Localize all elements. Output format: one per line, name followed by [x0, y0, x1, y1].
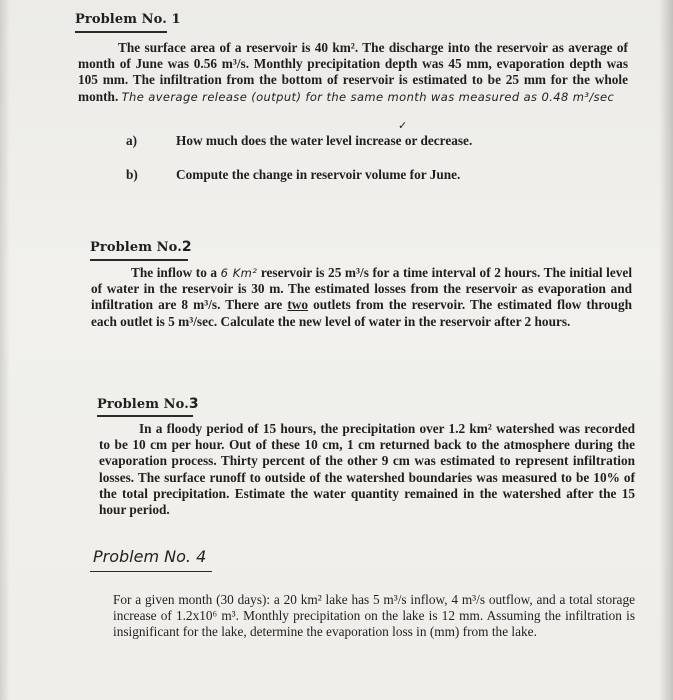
problem-2-heading: Problem No.2: [90, 239, 192, 255]
page-shadow-right: [659, 0, 673, 700]
problem-1-heading-underline: [75, 31, 167, 33]
problem-3-heading-underline: [97, 415, 193, 417]
problem-2-handwritten-area: 6 Km²: [220, 266, 258, 280]
page-shadow-left: [0, 0, 10, 700]
problem-2-heading-underline: [90, 259, 188, 261]
problem-1-handwritten-note: The average release (output) for the same month was measured as 0.48 m³/sec: [121, 89, 615, 104]
problem-1-paragraph: [78, 40, 628, 105]
problem-3-heading: Problem No.3: [97, 396, 199, 412]
problem-2-paragraph: The inflow to a 6 Km² reservoir is 25 m³/s for a time interval of 2 hours. The initial level of water in the reservoir is 30 m. The estimated losses from the reservoir as evaporation and infiltration are 8 m³/s. There are two outlets from the reservoir. The estimated flow through each outlet is 5 m³/sec. Calculate the new level of water in the reservoir after 2 hours.: [91, 265, 633, 329]
problem-4-heading-underline: [90, 571, 212, 572]
problem-4-paragraph: For a given month (30 days): a 20 km² lake has 5 m³/s inflow, 4 m³/s outflow, and a total storage increase of 1.2x10⁶ m³. Monthly precipitation on the lake is 12 mm. Assuming the infiltration is insignificant for the lake, determine the evaporation loss in (mm) from the lake.: [113, 592, 635, 640]
check-mark-icon: ✓: [398, 119, 408, 132]
problem-2-underlined-word: two: [287, 297, 309, 313]
problem-1-heading: Problem No. 1: [75, 12, 181, 27]
problem-1-question-b: b) Compute the change in reservoir volume for June.: [126, 167, 461, 182]
problem-1-printed-text: The surface area of a reservoir is 40 km². The discharge into the reservoir as average of month of June was 0.56 m³/s. Monthly precipitation depth was 45 mm, evaporation depth was 105 mm. The infiltration from the bottom of reservoir is estimated to be 25 mm for the whole month.: [78, 40, 628, 104]
problem-4-heading: Problem No. 4: [93, 547, 207, 566]
problem-1-question-a: a) How much does the water level increase or decrease.: [126, 133, 473, 148]
problem-3-paragraph: In a floody period of 15 hours, the precipitation over 1.2 km² watershed was recorded to be 10 cm per hour. Out of these 10 cm, 1 cm returned back to the atmosphere during the evaporation process. Thirty percent of the other 9 cm was estimated to represent infiltration losses. The surface runoff to outside of the watershed boundaries was measured to be 10% of the total precipitation. Estimate the water quantity remained in the watershed after the 15 hour period.: [99, 421, 635, 518]
